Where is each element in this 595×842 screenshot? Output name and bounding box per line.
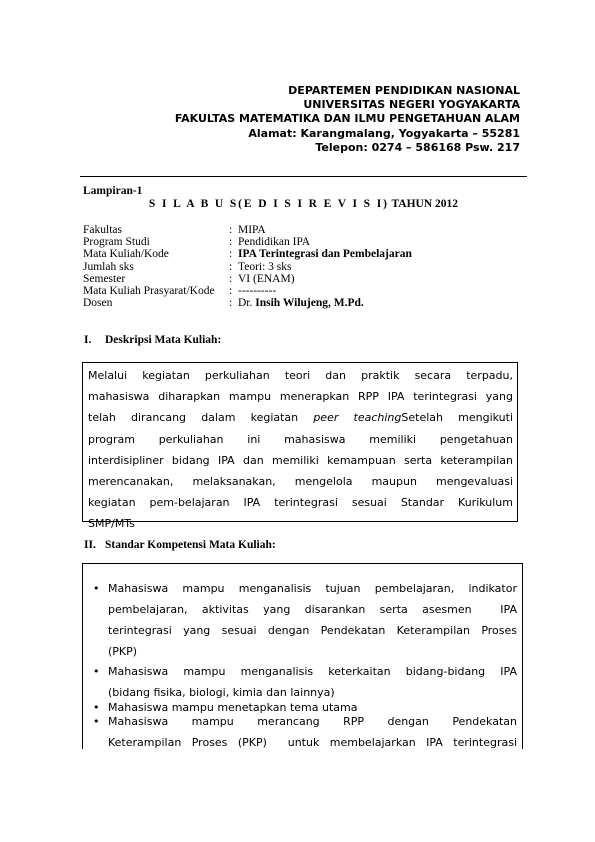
info-colon: : xyxy=(229,248,233,261)
description-line: Melalui kegiatan perkuliahan teori dan praktik secara terpadu, xyxy=(88,369,513,382)
description-line: kegiatan pem-belajaran IPA terintegrasi sesuai Standar Kurikulum xyxy=(88,496,513,510)
bullet-icon: • xyxy=(93,582,100,595)
section-number: II. xyxy=(84,539,96,551)
competency-line: Mahasiswa mampu menetapkan tema utama xyxy=(108,701,358,714)
info-colon: : xyxy=(229,297,233,310)
syllabus-title-spaced: S I L A B U S(E D I S I R E V I S I) xyxy=(148,198,389,210)
header-divider xyxy=(80,176,527,177)
description-line: SMP/MTs xyxy=(88,517,135,531)
competency-line: (bidang fisika, biologi, kimia dan lainnya) xyxy=(108,686,335,699)
description-line xyxy=(88,407,513,428)
info-row-credits xyxy=(83,261,412,273)
bullet-icon: • xyxy=(93,715,100,728)
info-row-semester xyxy=(83,273,412,285)
section-title: Standar Kompetensi Mata Kuliah: xyxy=(105,539,276,551)
description-line: interdisipliner bidang IPA dan memiliki kemampuan serta keterampilan xyxy=(88,453,513,467)
description-text: telah dirancang dalam kegiatan xyxy=(88,411,314,425)
info-colon: : xyxy=(229,285,233,298)
info-row-program xyxy=(83,236,412,248)
competency-line: Mahasiswa mampu menganalisis keterkaitan bidang-bidang IPA xyxy=(108,665,517,678)
syllabus-title xyxy=(80,198,527,210)
info-value: IPA Terintegrasi dan Pembelajaran xyxy=(238,248,412,261)
competency-line: Mahasiswa mampu menganalisis tujuan pembelajaran, indikator xyxy=(108,582,517,595)
description-emphasis: peer teaching xyxy=(313,411,402,425)
competency-item xyxy=(93,661,517,703)
description-text: Setelah mengikuti xyxy=(401,411,514,425)
description-line: mahasiswa diharapkan mampu menerapkan RPP IPA terintegrasi yang xyxy=(88,390,513,404)
course-info xyxy=(83,224,412,309)
info-label: Semester xyxy=(83,272,126,285)
competency-line: Keterampilan Proses (PKP) untuk membelajarkan IPA terintegrasi xyxy=(108,736,517,749)
description-box xyxy=(82,362,518,531)
competency-line: terintegrasi yang sesuai dengan Pendekatan Keterampilan Proses xyxy=(108,624,517,637)
competency-item xyxy=(93,711,517,749)
bullet-icon: • xyxy=(93,665,100,678)
syllabus-title-year: TAHUN 2012 xyxy=(388,198,459,210)
info-label: Fakultas xyxy=(83,224,122,236)
info-row-faculty xyxy=(83,224,412,236)
info-colon: : xyxy=(229,224,233,236)
info-value: Insih Wilujeng, M.Pd. xyxy=(255,297,364,310)
info-label: Program Studi xyxy=(83,236,150,249)
institution-header xyxy=(175,84,520,155)
competency-line: pembelajaran, aktivitas yang disarankan serta asesmen IPA xyxy=(108,603,517,616)
header-phone: Telepon: 0274 – 586168 Psw. 217 xyxy=(315,140,520,154)
section-heading-competency xyxy=(84,539,276,551)
info-label: Jumlah sks xyxy=(83,260,134,273)
info-row-prerequisite xyxy=(83,285,412,297)
info-value: Teori: 3 sks xyxy=(238,260,292,273)
info-value: Pendidikan IPA xyxy=(238,236,311,249)
info-value: VI (ENAM) xyxy=(238,272,295,285)
header-faculty: FAKULTAS MATEMATIKA DAN ILMU PENGETAHUAN ALAM xyxy=(174,112,520,126)
section-heading-description xyxy=(84,334,221,346)
section-number: I. xyxy=(84,334,92,346)
competency-box xyxy=(82,563,523,749)
attachment-label: Lampiran-1 xyxy=(83,185,143,197)
info-value: ---------- xyxy=(238,285,277,298)
section-title: Deskripsi Mata Kuliah: xyxy=(105,334,222,346)
info-row-lecturer xyxy=(83,297,412,309)
competency-item xyxy=(93,578,517,662)
info-value: MIPA xyxy=(238,224,266,236)
header-university: UNIVERSITAS NEGERI YOGYAKARTA xyxy=(303,98,520,112)
header-department: DEPARTEMEN PENDIDIKAN NASIONAL xyxy=(288,84,520,97)
info-label: Mata Kuliah/Kode xyxy=(83,248,169,261)
info-colon: : xyxy=(229,260,233,273)
info-row-course xyxy=(83,248,412,260)
info-label: Dosen xyxy=(83,297,113,310)
bullet-icon: • xyxy=(93,701,100,714)
info-label: Mata Kuliah Prasyarat/Kode xyxy=(83,285,215,298)
competency-line: (PKP) xyxy=(108,645,138,658)
info-colon: : xyxy=(229,236,233,249)
info-value-prefix: Dr. xyxy=(238,297,256,310)
info-colon: : xyxy=(229,272,233,285)
description-line: program perkuliahan ini mahasiswa memiliki pengetahuan xyxy=(88,432,513,446)
header-address: Alamat: Karangmalang, Yogyakarta – 55281 xyxy=(248,126,520,140)
competency-line: Mahasiswa mampu merancang RPP dengan Pendekatan xyxy=(108,715,517,728)
description-line: merencanakan, melaksanakan, mengelola maupun mengevaluasi xyxy=(88,475,513,489)
